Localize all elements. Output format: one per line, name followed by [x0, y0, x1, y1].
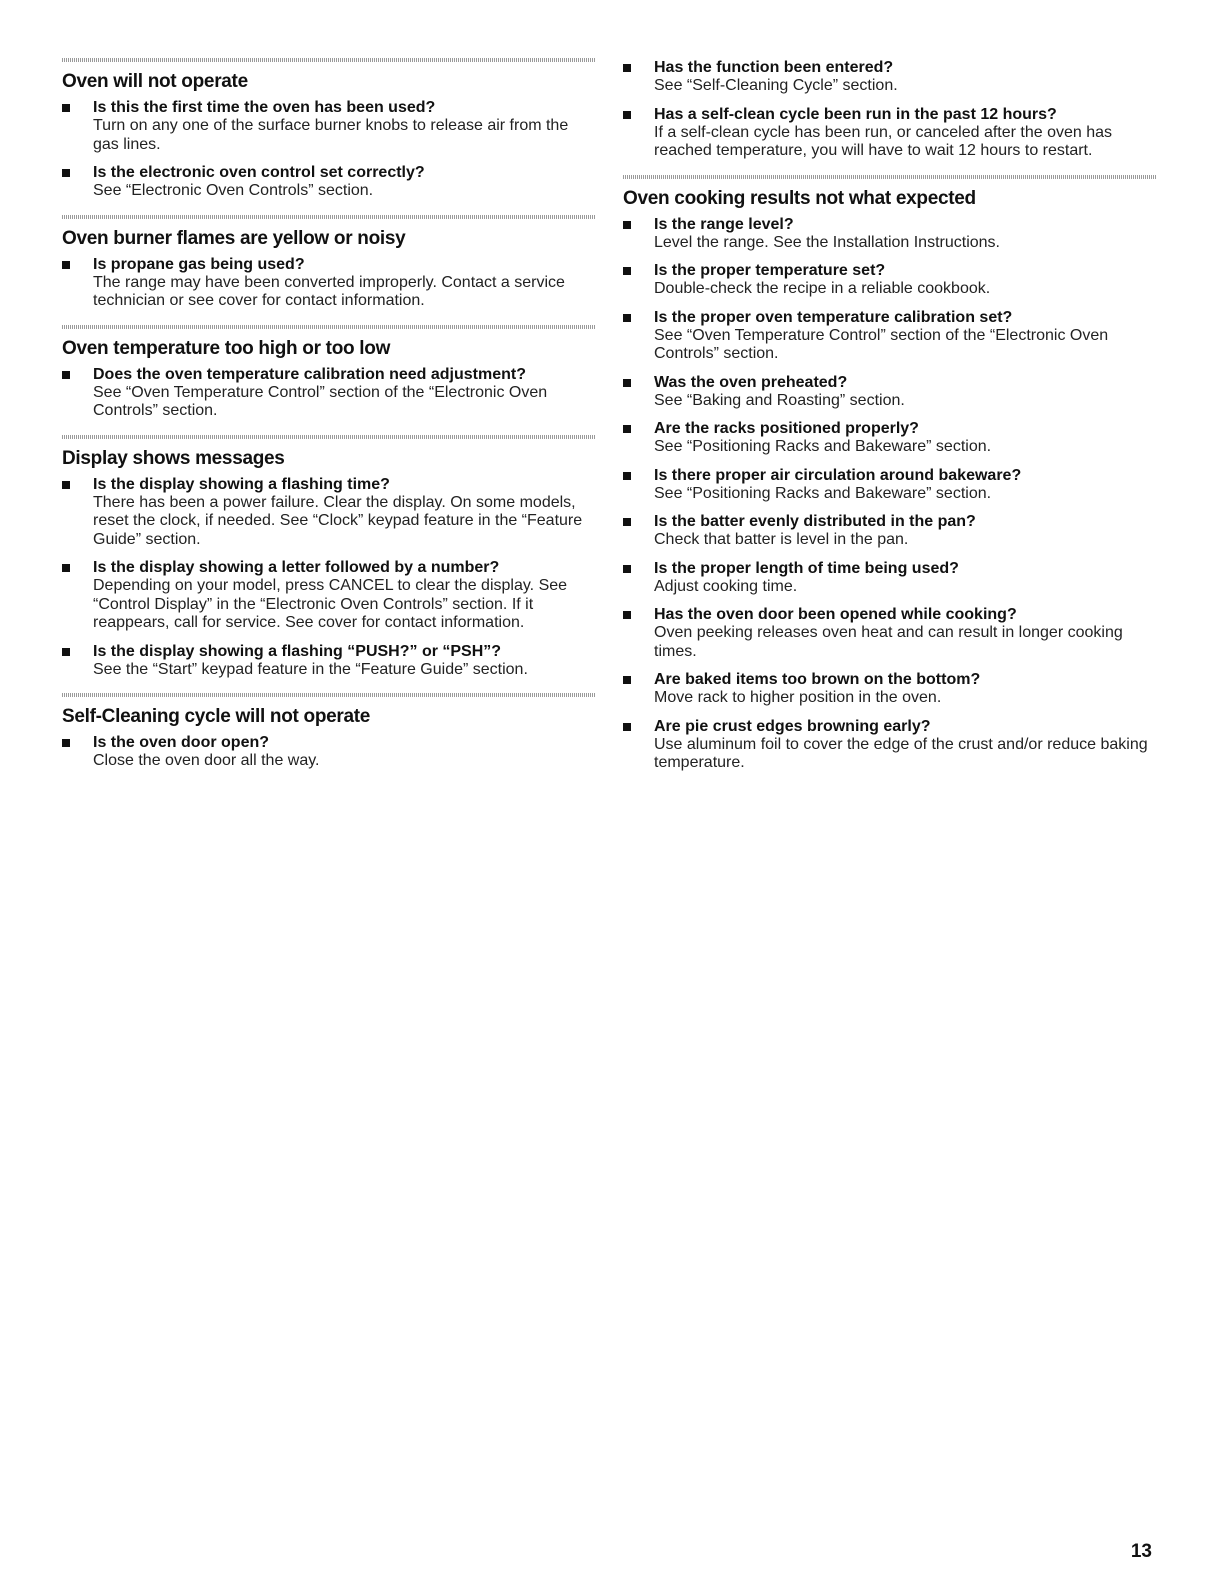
answer: Turn on any one of the surface burner knobs to release air from the gas lines. [93, 117, 569, 153]
section-title: Display shows messages [62, 447, 285, 469]
square-bullet-icon [62, 648, 70, 656]
list-item [623, 605, 1157, 661]
square-bullet-icon [62, 104, 70, 112]
question: Is the electronic oven control set correctly? [93, 164, 425, 181]
square-bullet-icon [623, 221, 631, 229]
square-bullet-icon [623, 425, 631, 433]
answer: See “Positioning Racks and Bakeware” section. [654, 484, 992, 502]
square-bullet-icon [623, 676, 631, 684]
answer: If a self-clean cycle has been run, or canceled after the oven has reached temperature, you will have to wait 12 hours to restart. [654, 123, 1113, 159]
list-item [623, 215, 1157, 253]
section-title: Oven cooking results not what expected [623, 187, 976, 209]
list-item [623, 419, 1157, 457]
list-item [62, 255, 595, 311]
square-bullet-icon [623, 267, 631, 275]
square-bullet-icon [623, 723, 631, 731]
section-burner-flames [62, 215, 595, 311]
list-item [623, 466, 1157, 504]
section-divider [62, 325, 595, 329]
answer: See the “Start” keypad feature in the “Feature Guide” section. [93, 660, 528, 678]
section-self-cleaning-continued [623, 58, 1157, 161]
answer: The range may have been converted improperly. Contact a service technician or see cover for contact information. [93, 273, 565, 309]
list-item [623, 670, 1157, 708]
question: Has the oven door been opened while cooking? [654, 606, 1017, 623]
list-item [62, 365, 595, 421]
list-item [62, 733, 595, 771]
answer: Close the oven door all the way. [93, 752, 320, 769]
left-column [62, 58, 595, 785]
answer: Use aluminum foil to cover the edge of the crust and/or reduce baking temperature. [654, 735, 1148, 771]
section-divider [62, 435, 595, 439]
square-bullet-icon [623, 565, 631, 573]
list-item [623, 261, 1157, 299]
question: Are pie crust edges browning early? [654, 717, 931, 735]
question: Does the oven temperature calibration need adjustment? [93, 365, 526, 383]
square-bullet-icon [62, 371, 70, 379]
section-oven-temperature [62, 325, 595, 421]
question: Has a self-clean cycle been run in the past 12 hours? [654, 105, 1057, 123]
section-oven-will-not-operate [62, 58, 595, 201]
square-bullet-icon [623, 611, 631, 619]
question: Is the range level? [654, 215, 794, 233]
question: Was the oven preheated? [654, 373, 848, 391]
answer: See “Self-Cleaning Cycle” section. [654, 77, 898, 94]
square-bullet-icon [623, 518, 631, 526]
section-divider [62, 693, 595, 697]
section-title: Oven burner flames are yellow or noisy [62, 227, 406, 249]
list-item [62, 475, 595, 550]
answer: Check that batter is level in the pan. [654, 531, 909, 548]
section-display-messages [62, 435, 595, 680]
question: Is the proper oven temperature calibration set? [654, 308, 1013, 326]
list-item [623, 308, 1157, 364]
answer: See “Electronic Oven Controls” section. [93, 182, 374, 199]
answer: Oven peeking releases oven heat and can result in longer cooking times. [654, 624, 1123, 660]
list-item [62, 163, 595, 201]
square-bullet-icon [62, 261, 70, 269]
list-item [62, 642, 595, 680]
list-item [623, 105, 1157, 161]
answer: See “Oven Temperature Control” section of the “Electronic Oven Controls” section. [93, 383, 548, 419]
answer: See “Oven Temperature Control” section of the “Electronic Oven Controls” section. [654, 326, 1109, 362]
list-item [623, 559, 1157, 597]
answer: There has been a power failure. Clear the display. On some models, reset the clock, if needed. See “Clock” keypad feature in the “Feature Guide” section. [93, 493, 583, 548]
list-item [623, 512, 1157, 550]
section-title: Self-Cleaning cycle will not operate [62, 706, 371, 727]
list-item [62, 558, 595, 633]
question: Is the oven door open? [93, 734, 270, 751]
question: Is propane gas being used? [93, 255, 305, 273]
question: Is the display showing a flashing “PUSH?” or “PSH”? [93, 642, 502, 660]
square-bullet-icon [62, 739, 70, 747]
question: Is the display showing a flashing time? [93, 475, 390, 493]
page-number: 13 [1130, 1541, 1152, 1562]
section-divider [62, 58, 595, 62]
section-divider [623, 175, 1157, 179]
answer: Adjust cooking time. [654, 577, 798, 595]
square-bullet-icon [62, 564, 70, 572]
square-bullet-icon [62, 481, 70, 489]
list-item [623, 58, 1157, 96]
question: Are the racks positioned properly? [654, 420, 919, 437]
square-bullet-icon [623, 314, 631, 322]
square-bullet-icon [62, 169, 70, 177]
list-item [623, 717, 1157, 773]
section-title: Oven temperature too high or too low [62, 337, 391, 359]
section-self-cleaning [62, 693, 595, 771]
square-bullet-icon [623, 472, 631, 480]
answer: Double-check the recipe in a reliable cookbook. [654, 280, 991, 297]
section-title: Oven will not operate [62, 71, 248, 92]
list-item [62, 98, 595, 154]
answer: See “Baking and Roasting” section. [654, 391, 905, 409]
square-bullet-icon [623, 379, 631, 387]
right-column [623, 58, 1157, 787]
question: Are baked items too brown on the bottom? [654, 671, 981, 688]
answer: Move rack to higher position in the oven. [654, 689, 942, 706]
answer: See “Positioning Racks and Bakeware” section. [654, 438, 992, 455]
question: Is the proper length of time being used? [654, 559, 959, 577]
question: Is there proper air circulation around bakeware? [654, 466, 1022, 484]
section-cooking-results [623, 175, 1157, 773]
question: Is the batter evenly distributed in the pan? [654, 513, 976, 530]
square-bullet-icon [623, 111, 631, 119]
question: Has the function been entered? [654, 59, 894, 76]
list-item [623, 373, 1157, 411]
question: Is this the first time the oven has been used? [93, 99, 436, 116]
section-divider [62, 215, 595, 219]
question: Is the display showing a letter followed by a number? [93, 559, 500, 576]
answer: Depending on your model, press CANCEL to clear the display. See “Control Display” in the “Electronic Oven Controls” section. If it reappears, call for service. See cover for contact information. [93, 577, 568, 631]
question: Is the proper temperature set? [654, 262, 886, 279]
square-bullet-icon [623, 64, 631, 72]
answer: Level the range. See the Installation Instructions. [654, 233, 1000, 251]
